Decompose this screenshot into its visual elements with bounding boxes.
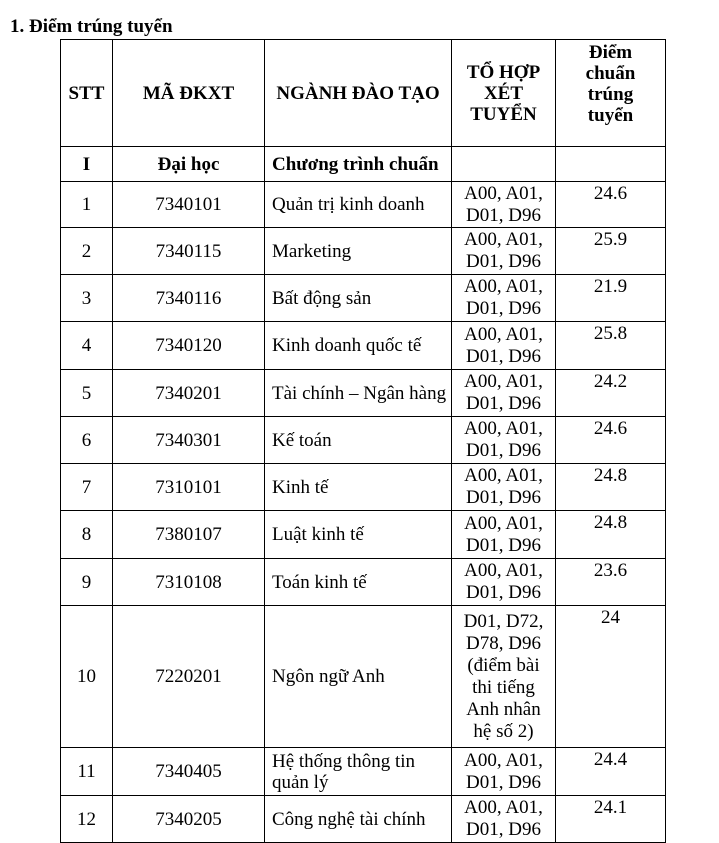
row-code: 7340116 <box>113 275 265 322</box>
header-score: Điểm chuẩn trúng tuyển <box>556 40 666 147</box>
row-major: Kinh tế <box>265 464 452 511</box>
row-combo: A00, A01, D01, D96 <box>452 748 556 796</box>
row-stt: 2 <box>61 228 113 275</box>
row-stt: 7 <box>61 464 113 511</box>
row-major: Công nghệ tài chính <box>265 796 452 843</box>
table-row <box>61 370 666 417</box>
row-major: Kế toán <box>265 417 452 464</box>
row-stt: 8 <box>61 511 113 559</box>
row-score: 25.9 <box>556 228 666 275</box>
row-combo: D01, D72, D78, D96 (điểm bài thi tiếng Anh nhân hệ số 2) <box>452 606 556 748</box>
row-stt: 1 <box>61 182 113 228</box>
row-code: 7220201 <box>113 606 265 748</box>
row-score: 23.6 <box>556 559 666 606</box>
row-combo: A00, A01, D01, D96 <box>452 182 556 228</box>
row-stt: 3 <box>61 275 113 322</box>
header-major: NGÀNH ĐÀO TẠO <box>265 40 452 147</box>
section-code: Đại học <box>113 147 265 182</box>
row-combo: A00, A01, D01, D96 <box>452 796 556 843</box>
row-combo: A00, A01, D01, D96 <box>452 275 556 322</box>
row-score: 25.8 <box>556 322 666 370</box>
row-stt: 4 <box>61 322 113 370</box>
section-stt: I <box>61 147 113 182</box>
table-row <box>61 322 666 370</box>
row-code: 7310108 <box>113 559 265 606</box>
row-code: 7310101 <box>113 464 265 511</box>
row-stt: 10 <box>61 606 113 748</box>
section-score <box>556 147 666 182</box>
row-score: 24.6 <box>556 417 666 464</box>
row-code: 7380107 <box>113 511 265 559</box>
row-combo: A00, A01, D01, D96 <box>452 370 556 417</box>
row-combo: A00, A01, D01, D96 <box>452 417 556 464</box>
row-score: 24.4 <box>556 748 666 796</box>
row-stt: 11 <box>61 748 113 796</box>
row-code: 7340205 <box>113 796 265 843</box>
row-stt: 12 <box>61 796 113 843</box>
row-code: 7340301 <box>113 417 265 464</box>
row-major: Marketing <box>265 228 452 275</box>
row-major: Hệ thống thông tin quản lý <box>265 748 452 796</box>
row-major: Kinh doanh quốc tế <box>265 322 452 370</box>
table-row <box>61 182 666 228</box>
header-stt: STT <box>61 40 113 147</box>
row-combo: A00, A01, D01, D96 <box>452 464 556 511</box>
row-major: Quản trị kinh doanh <box>265 182 452 228</box>
section-heading: 1. Điểm trúng tuyển <box>10 16 173 37</box>
table-row <box>61 417 666 464</box>
row-combo: A00, A01, D01, D96 <box>452 322 556 370</box>
table-row <box>61 228 666 275</box>
row-stt: 9 <box>61 559 113 606</box>
table-row <box>61 275 666 322</box>
row-score: 24.1 <box>556 796 666 843</box>
row-code: 7340120 <box>113 322 265 370</box>
row-code: 7340101 <box>113 182 265 228</box>
row-score: 24.2 <box>556 370 666 417</box>
row-code: 7340405 <box>113 748 265 796</box>
row-major: Toán kinh tế <box>265 559 452 606</box>
section-row <box>61 147 666 182</box>
row-stt: 6 <box>61 417 113 464</box>
row-code: 7340115 <box>113 228 265 275</box>
row-score: 24.6 <box>556 182 666 228</box>
row-major: Bất động sản <box>265 275 452 322</box>
row-score: 21.9 <box>556 275 666 322</box>
row-score: 24.8 <box>556 464 666 511</box>
section-major: Chương trình chuẩn <box>265 147 452 182</box>
row-major: Luật kinh tế <box>265 511 452 559</box>
row-code: 7340201 <box>113 370 265 417</box>
table-row <box>61 796 666 843</box>
table-row <box>61 748 666 796</box>
row-stt: 5 <box>61 370 113 417</box>
section-combo <box>452 147 556 182</box>
row-combo: A00, A01, D01, D96 <box>452 559 556 606</box>
row-major: Tài chính – Ngân hàng <box>265 370 452 417</box>
table-header-row <box>61 40 666 147</box>
table-row <box>61 511 666 559</box>
row-major: Ngôn ngữ Anh <box>265 606 452 748</box>
header-combo: TỔ HỢP XÉT TUYỂN <box>452 40 556 147</box>
row-score: 24 <box>556 606 666 748</box>
row-score: 24.8 <box>556 511 666 559</box>
row-combo: A00, A01, D01, D96 <box>452 228 556 275</box>
row-combo: A00, A01, D01, D96 <box>452 511 556 559</box>
table-row <box>61 559 666 606</box>
table-row <box>61 464 666 511</box>
admission-scores-table <box>60 39 666 843</box>
header-code: MÃ ĐKXT <box>113 40 265 147</box>
table-row <box>61 606 666 748</box>
